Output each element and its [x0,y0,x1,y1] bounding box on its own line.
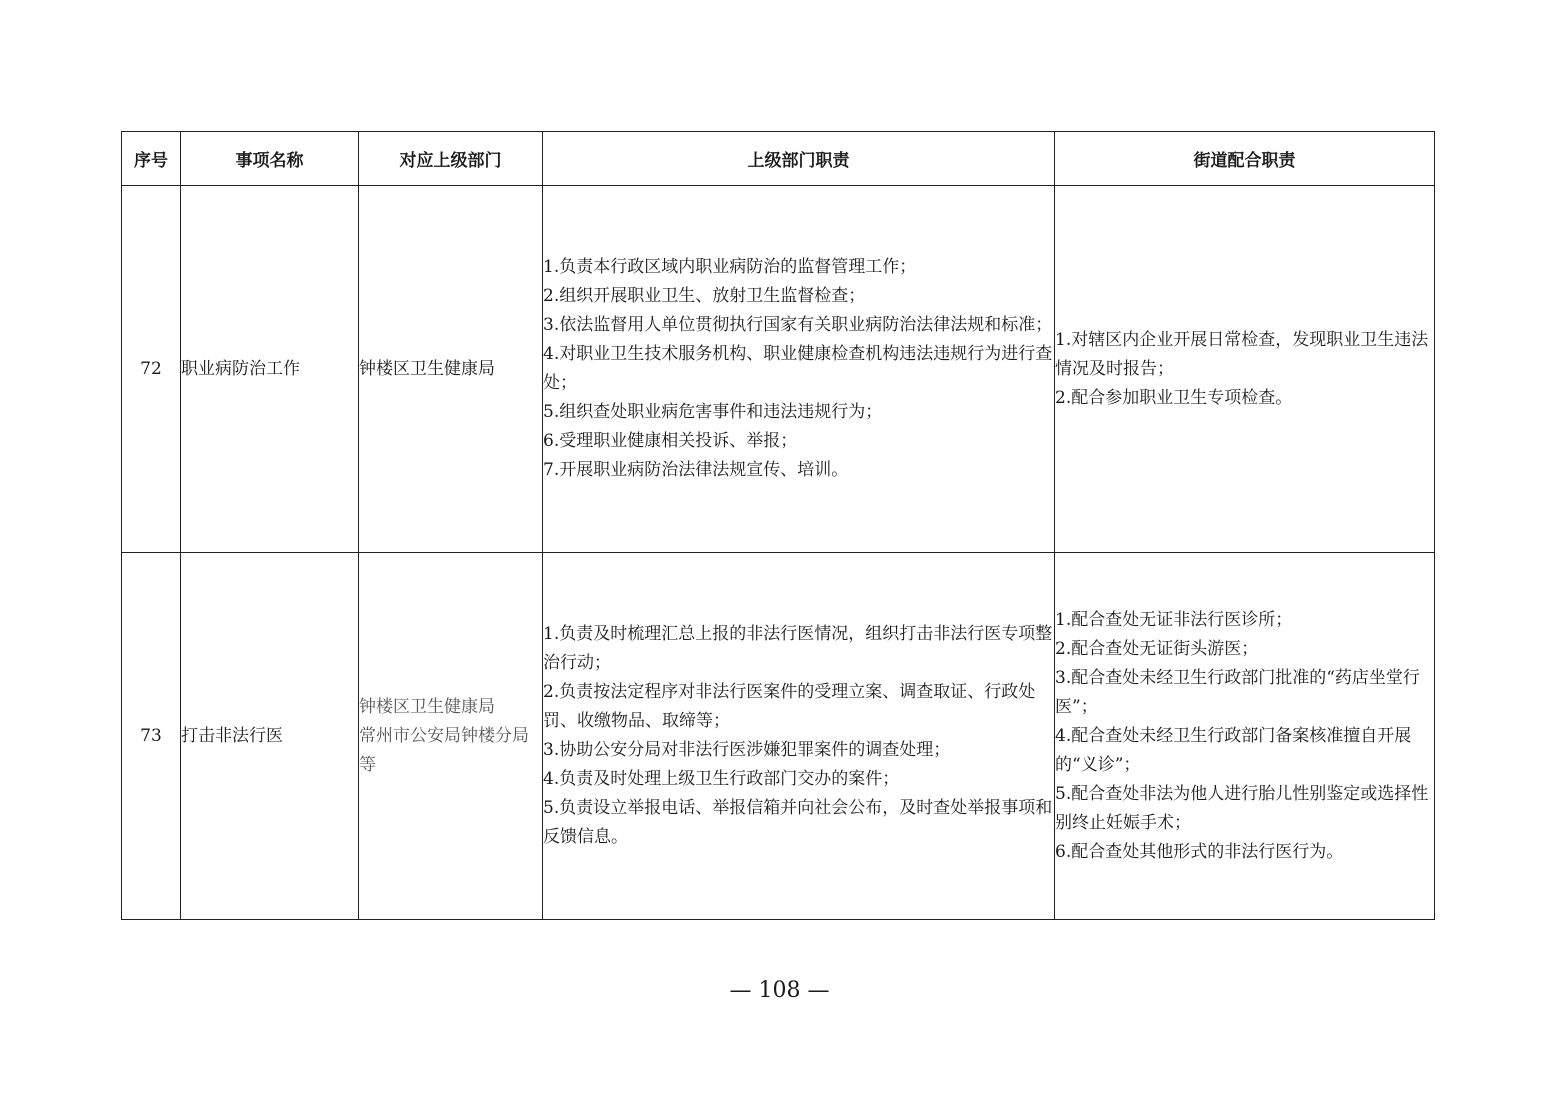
duty-item: 2.负责按法定程序对非法行医案件的受理立案、调查取证、行政处罚、收缴物品、取缔等； [543,682,1036,731]
table-row [122,553,1435,920]
duty-item: 1.负责及时梳理汇总上报的非法行医情况，组织打击非法行医专项整治行动； [543,624,1053,673]
duty-item: 6.受理职业健康相关投诉、举报； [543,431,798,451]
street-item: 4.配合查处未经卫生行政部门备案核准擅自开展的“义诊”； [1055,725,1412,775]
row-seq: 73 [122,553,181,920]
header-name: 事项名称 [181,132,359,186]
dept-line: 常州市公安局钟楼分局等 [359,725,529,775]
header-street: 街道配合职责 [1055,132,1435,186]
street-item: 1.配合查处无证非法行医诊所； [1055,609,1293,630]
street-item: 3.配合查处未经卫生行政部门批准的“药店坐堂行医”； [1055,667,1420,717]
duty-item: 3.依法监督用人单位贯彻执行国家有关职业病防治法律法规和标准； [543,315,1053,335]
header-dept: 对应上级部门 [359,132,543,186]
header-row [122,132,1435,186]
duty-item: 4.对职业卫生技术服务机构、职业健康检查机构违法违规行为进行查处； [543,344,1053,393]
row-name: 打击非法行医 [181,553,359,920]
street-item: 1.对辖区内企业开展日常检查，发现职业卫生违法情况及时报告； [1055,329,1429,379]
dept-line: 钟楼区卫生健康局 [359,696,495,717]
row-duties [543,186,1055,553]
duty-item: 5.负责设立举报电话、举报信箱并向社会公布，及时查处举报事项和反馈信息。 [543,798,1053,847]
dept-line: 钟楼区卫生健康局 [359,358,495,379]
row-dept [359,553,543,920]
street-item: 6.配合查处其他形式的非法行医行为。 [1055,841,1344,862]
duty-item: 7.开展职业病防治法律法规宣传、培训。 [543,460,849,480]
street-item: 2.配合查处无证街头游医； [1055,638,1259,659]
duty-item: 1.负责本行政区域内职业病防治的监督管理工作； [543,257,917,277]
table-row [122,186,1435,553]
duty-table [121,131,1435,920]
row-street [1055,553,1435,920]
duty-item: 5.组织查处职业病危害事件和违法违规行为； [543,402,883,422]
row-name: 职业病防治工作 [181,186,359,553]
row-dept [359,186,543,553]
street-item: 5.配合查处非法为他人进行胎儿性别鉴定或选择性别终止妊娠手术； [1055,783,1429,833]
duty-item: 2.组织开展职业卫生、放射卫生监督检查； [543,286,866,306]
row-duties [543,553,1055,920]
duty-item: 3.协助公安分局对非法行医涉嫌犯罪案件的调查处理； [543,740,951,760]
header-duties: 上级部门职责 [543,132,1055,186]
duty-item: 4.负责及时处理上级卫生行政部门交办的案件； [543,769,900,789]
row-street [1055,186,1435,553]
page-number: — 108 — [729,978,830,1003]
header-seq: 序号 [122,132,181,186]
row-seq: 72 [122,186,181,553]
street-item: 2.配合参加职业卫生专项检查。 [1055,387,1293,408]
